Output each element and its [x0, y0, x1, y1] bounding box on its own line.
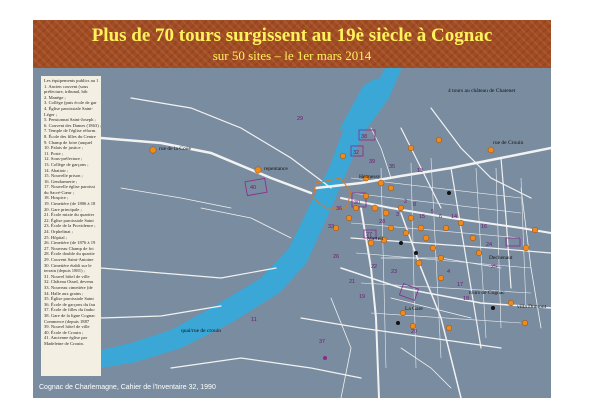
site-number: 36 — [336, 206, 343, 212]
tower-marker — [383, 210, 389, 216]
site-number: 29 — [297, 116, 304, 122]
site-number: 39 — [369, 159, 376, 165]
tower-marker — [416, 260, 422, 266]
tower-marker — [488, 147, 494, 153]
legend-item: 28. École double du quartie — [44, 251, 95, 257]
site-number: 16 — [481, 224, 488, 230]
tower-marker — [388, 185, 394, 191]
tower-marker — [353, 205, 359, 211]
site-number: 20 — [411, 329, 418, 335]
label-rue-de-crouin: rue de Crouin — [493, 140, 524, 146]
tower-marker — [388, 225, 394, 231]
legend-item: 37. École de filles du faubo — [44, 307, 95, 313]
legend-item: du Sacré-Cœur ; — [44, 189, 75, 195]
site-number: 28 — [379, 219, 386, 225]
legend-item: 13. Collège de garçons ; — [44, 161, 89, 167]
label-repentance: repentance — [264, 166, 288, 172]
slide — [33, 20, 551, 398]
site-number: 24 — [486, 242, 493, 248]
site-number: 6 — [439, 214, 443, 220]
legend-item: 31. Nouvel hôtel de ville — [44, 273, 90, 279]
legend-item: 5. Pensionnat Saint-Joseph ; — [44, 117, 96, 123]
site-number: 22 — [371, 264, 378, 270]
legend-item: 4. Église paroissiale Saint- — [44, 105, 93, 111]
tower-marker — [476, 250, 482, 256]
legend-item: Commerce (depuis 1887 — [44, 318, 90, 324]
tower-marker — [532, 227, 538, 233]
tower-marker — [438, 255, 444, 261]
legend-item: 19. Cimetière (de 1806 à 18 — [44, 201, 96, 207]
tower-marker — [408, 145, 414, 151]
label-dechenaut: Dechenaut — [489, 255, 513, 261]
map-svg — [101, 68, 551, 398]
legend-item: 2. Manège ; — [44, 94, 66, 100]
legend-item: 34. Halle aux grains ; — [44, 290, 84, 296]
site-number: 25 — [491, 264, 498, 270]
site-number: 8 — [413, 202, 417, 208]
legend-item: 11. Poste ; — [44, 150, 64, 156]
site-numbers — [250, 116, 497, 345]
tower-marker — [150, 147, 156, 153]
tower-marker — [403, 230, 409, 236]
site-number: 30 — [354, 200, 361, 206]
page-title: Plus de 70 tours surgissent au 19è siècle à Cognac — [91, 25, 493, 46]
site-number: 4 — [447, 269, 451, 275]
site-number: 14 — [451, 214, 458, 220]
label-la-gare: La Gare — [405, 306, 423, 312]
legend-item: 12. Sous-préfecture ; — [44, 156, 83, 162]
tower-marker — [436, 137, 442, 143]
legend-item: 14. Abattoir ; — [44, 167, 69, 173]
legend-item: 40. École de Crouin ; — [44, 329, 84, 335]
site-number: 40 — [250, 185, 257, 191]
tower-marker — [446, 325, 452, 331]
tower-marker — [423, 235, 429, 241]
legend-item: 17. Nouvelle église paroissi — [44, 184, 96, 190]
site-number: 23 — [391, 269, 398, 275]
tower-marker — [438, 275, 444, 281]
site-number: 26 — [333, 254, 340, 260]
legend-item: 35. Église paroissiale Saint — [44, 296, 94, 302]
tower-marker — [508, 300, 514, 306]
legend-item: 8. École des filles du Centre — [44, 133, 96, 139]
site-number: 11 — [251, 317, 257, 323]
tower-marker — [378, 180, 384, 186]
legend-item: 9. Champ de foire (auquel — [44, 139, 93, 145]
legend-item: 23. École de la Providence ; — [44, 223, 96, 229]
legend-item: 20. Gare principale ; — [44, 206, 82, 212]
legend-item: 3. Collège (puis école de gar — [44, 100, 97, 106]
legend-item: 25. Hôpital ; — [44, 234, 68, 240]
tower-marker — [255, 167, 261, 173]
tower-marker — [522, 320, 528, 326]
legend-item: 36. École de garçons du fau — [44, 301, 96, 307]
title-band — [33, 20, 551, 68]
legend-item: Madeleine de Crouin. — [44, 340, 84, 346]
legend-item: 38. Gare de la ligne Cognac — [44, 312, 96, 318]
tower-marker — [418, 225, 424, 231]
tower-marker — [458, 220, 464, 226]
site-number: 35 — [389, 164, 396, 170]
map-area[interactable] — [101, 68, 551, 398]
legend-item: 30. Cimetière établi sur le — [44, 262, 92, 268]
label-chateau-chatenet: 4 tours au château de Chatenet — [448, 88, 516, 94]
roads — [101, 98, 551, 398]
site-number: 17 — [457, 282, 464, 288]
site-number: 13 — [417, 168, 424, 174]
tower-marker — [470, 235, 476, 241]
legend-item: 6. Couvent des Dames (1863) ; — [44, 122, 101, 128]
site-number: 21 — [349, 279, 356, 285]
legend-item: 27. Nouveau Champ de foi — [44, 245, 94, 251]
label-rue-de-crouin-bottom: quai/rue de crouin — [181, 328, 222, 334]
legend-item: 41. Ancienne église par — [44, 335, 88, 341]
site-number: 15 — [419, 214, 426, 220]
legend-item: 21. École mixte du quartier — [44, 212, 95, 218]
legend-item: 18. Hospice ; — [44, 195, 69, 201]
legend-item: 26. Cimetière (de 1876 à 19 — [44, 240, 96, 246]
tower-marker — [363, 193, 369, 199]
tower-marker — [398, 205, 404, 211]
legend-item: 10. Palais de justice ; — [44, 145, 83, 151]
river — [101, 68, 406, 368]
tower-marker — [430, 245, 436, 251]
legend-item: 32. Château Otard, devenu — [44, 279, 94, 285]
legend-item: préfecture, tribunal, bib — [44, 89, 88, 95]
tower-marker — [372, 205, 378, 211]
label-villa-dumont: villa Dumont — [517, 304, 547, 310]
legend-item: Les équipements publics au 1 — [44, 78, 99, 83]
tower-marker — [346, 215, 352, 221]
legend-list — [41, 76, 101, 376]
site-number: 19 — [359, 294, 366, 300]
legend-item: 33. Nouveau cimetière (de — [44, 284, 93, 290]
tower-marker — [443, 225, 449, 231]
site-number: 27 — [366, 232, 373, 238]
legend-item: 22. Église paroissiale Saint — [44, 217, 94, 223]
tower-marker — [523, 245, 529, 251]
legend-item: terrain (depuis 1881) ; — [44, 268, 85, 274]
label-rue-de-la-coue: rue de la Coue — [159, 146, 191, 152]
site-number: 5 — [431, 209, 435, 215]
legend-item: 24. Orphelinat ; — [44, 229, 73, 235]
tower-marker — [408, 215, 414, 221]
tower-marker — [410, 323, 416, 329]
page-subtitle: sur 50 sites – le 1er mars 2014 — [212, 48, 372, 63]
site-number: 2 — [404, 199, 408, 205]
legend-item: Léger ; — [44, 111, 58, 117]
legend-item: 29. Couvent Saint-Antoine — [44, 257, 94, 262]
label-tours-cognac: tours de Cognac — [469, 290, 505, 296]
legend-item: 16. Gendarmerie ; — [44, 178, 78, 184]
legend-item: 39. Nouvel hôtel de ville — [44, 324, 90, 330]
legend-item: 15. Nouvelle prison ; — [44, 173, 83, 179]
tower-marker — [340, 153, 346, 159]
source-caption: Cognac de Charlemagne, Cahier de l'Inventaire 32, 1990 — [39, 384, 216, 391]
site-number: 33 — [328, 224, 335, 230]
legend-item: 7. Temple de l'église réform. — [44, 128, 97, 134]
site-number: 18 — [463, 296, 470, 302]
site-number: 37 — [319, 339, 326, 345]
label-martell: Martell — [367, 236, 384, 242]
site-number: 3 — [396, 212, 400, 218]
site-number: 32 — [353, 150, 360, 156]
label-hennessy: Hennessy — [359, 174, 381, 180]
legend-item: 1. Ancien couvent (sous — [44, 83, 89, 89]
site-number: 38 — [361, 134, 368, 140]
